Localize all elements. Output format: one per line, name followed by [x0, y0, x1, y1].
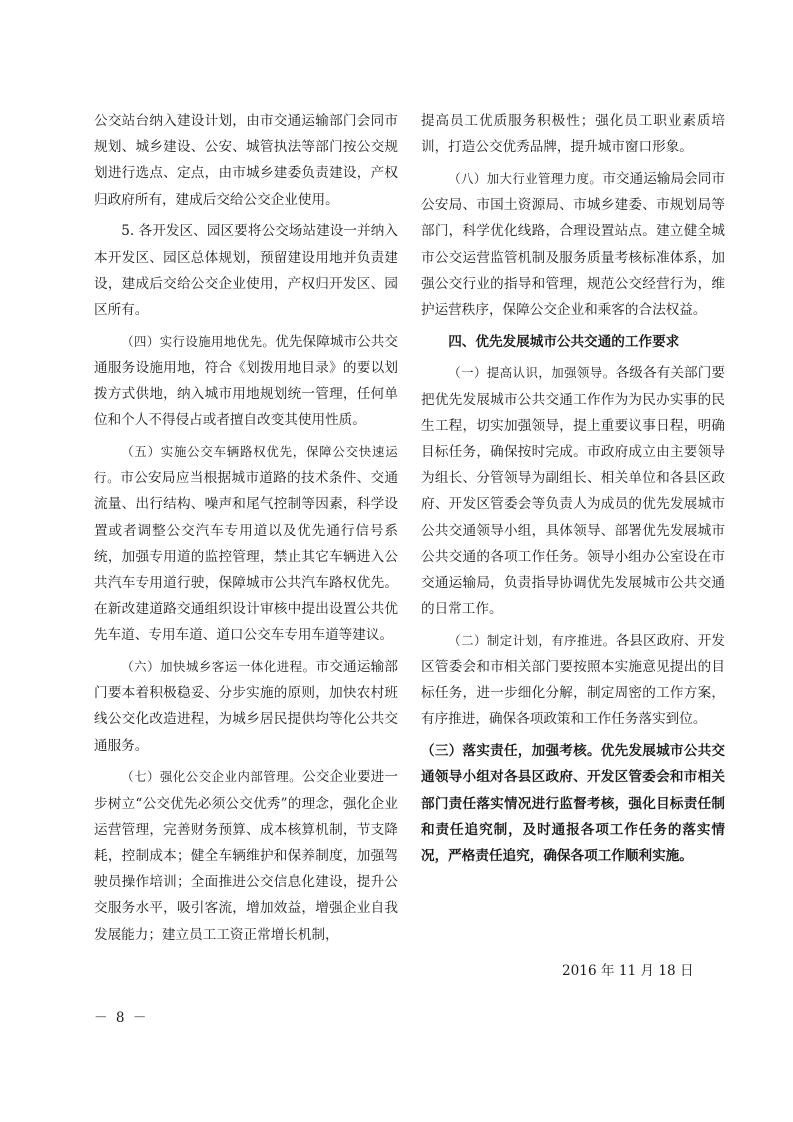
- subsection-heading: （一）提高认识，加强领导。: [448, 365, 616, 381]
- document-date: 2016 年 11 月 18 日: [562, 963, 694, 979]
- paragraph-text: 市交通运输局会同市公安局、市国土资源局、市城乡建委、市规划局等部门，科学优化线路，合理设置站点。建立健全城市公交运营监管机制及服务质量考核标准体系，加强公交行业的指导和管理，规范公交经营行为，维护运营秩序，保障公交企业和乘客的合法权益。: [421, 170, 725, 318]
- paragraph: [421, 108, 725, 160]
- subsection-heading: （二）制定计划，有序推进。: [448, 632, 616, 648]
- paragraph: [421, 166, 725, 323]
- paragraph: [94, 654, 398, 759]
- paragraph-text: 各县区政府、开发区管委会和市相关部门要按照本实施意见提出的目标任务，进一步细化分解，制定周密的工作方案，有序推进，确保各项政策和工作任务落实到位。: [421, 632, 725, 728]
- section-heading: [421, 329, 725, 355]
- paragraph-text: 5. 各开发区、园区要将公交场站建设一并纳入本开发区、园区总体规划，预留建设用地并负责建设，建成后交给公交企业使用，产权归开发区、园区所有。: [94, 223, 398, 318]
- page-number: － 8 －: [94, 1010, 149, 1026]
- paragraph: [421, 360, 725, 622]
- paragraph: [94, 108, 398, 213]
- subsection-heading: （七）强化公交企业内部管理。: [121, 769, 303, 785]
- paragraph: [94, 764, 398, 947]
- paragraph: [94, 329, 398, 434]
- paragraph-text: 公交站台纳入建设计划，由市交通运输部门会同市规划、城乡建设、公安、城管执法等部门按公交规划进行选点、定点，由市城乡建委负责建设，产权归政府所有，建成后交给公交企业使用。: [94, 113, 398, 208]
- paragraph-text: 市公安局应当根据城市道路的技术条件、交通流量、出行结构、噪声和尾气控制等因素，科学设置或者调整公交汽车专用道以及优先通行信号系统，加强专用道的监控管理，禁止其它车辆进入公共汽车专用道行驶，保障城市公共汽车路权优先。在新改建道路交通组织设计审核中提出设置公共优先车道、专用车道、道口公交车专用车道等建议。: [94, 470, 399, 644]
- subsection-heading: （六）加快城乡客运一体化进程。: [121, 659, 316, 675]
- paragraph: [94, 439, 398, 649]
- subsection-heading: （五）实施公交车辆路权优先，保障公交快速运行。: [94, 443, 398, 486]
- left-column: [94, 108, 398, 953]
- subsection-heading: （八）加大行业管理力度。: [448, 170, 603, 186]
- paragraph: [94, 218, 398, 323]
- paragraph: [421, 738, 725, 869]
- paragraph-text: 优先发展城市公共交通领导小组对各县区政府、开发区管委会和市相关部门责任落实情况进行监督考核，强化目标责任制和责任追究制，及时通报各项工作任务的落实情况，严格责任追究，确保各项工作顺利实施。: [421, 743, 726, 864]
- paragraph: [421, 628, 725, 733]
- subsection-heading: （三）落实责任，加强考核。: [421, 743, 601, 760]
- paragraph-text: 公交企业要进一步树立“公交优先必须公交优秀”的理念，强化企业运营管理，完善财务预算、成本核算机制，节支降耗，控制成本；健全车辆维护和保养制度，加强驾驶员操作培训；全面推进公交信息化建设，提升公交服务水平，吸引客流，增加效益，增强企业自我发展能力；建立员工工资正常增长机制，: [94, 769, 398, 943]
- paragraph-text: 市交通运输部门要本着积极稳妥、分步实施的原则，加快农村班线公交化改造进程，为城乡居民提供均等化公共交通服务。: [94, 659, 399, 754]
- subsection-heading: （四）实行设施用地优先。: [121, 333, 276, 349]
- section-heading-text: 四、优先发展城市公共交通的工作要求: [448, 333, 680, 350]
- paragraph-text: 提高员工优质服务积极性；强化员工职业素质培训，打造公交优秀品牌，提升城市窗口形象。: [421, 113, 725, 156]
- paragraph-text: 各级各有关部门要把优先发展城市公共交通工作作为为民办实事的民生工程，切实加强领导，提上重要议事日程，明确目标任务，确保按时完成。市政府成立由主要领导为组长、分管领导为副组长、相关单位和各县区政府、开发区管委会等负责人为成员的优先发展城市公共交通领导小组，具体领导、部署优先发展城市公共交通的各项工作任务。领导小组办公室设在市交通运输局，负责指导协调优先发展城市公共交通的日常工作。: [421, 365, 725, 618]
- paragraph-text: 优先保障城市公共交通服务设施用地，符合《划拨用地目录》的要以划拨方式供地，纳入城市用地规划统一管理，任何单位和个人不得侵占或者擅自改变其使用性质。: [94, 333, 398, 429]
- right-column: [421, 108, 725, 875]
